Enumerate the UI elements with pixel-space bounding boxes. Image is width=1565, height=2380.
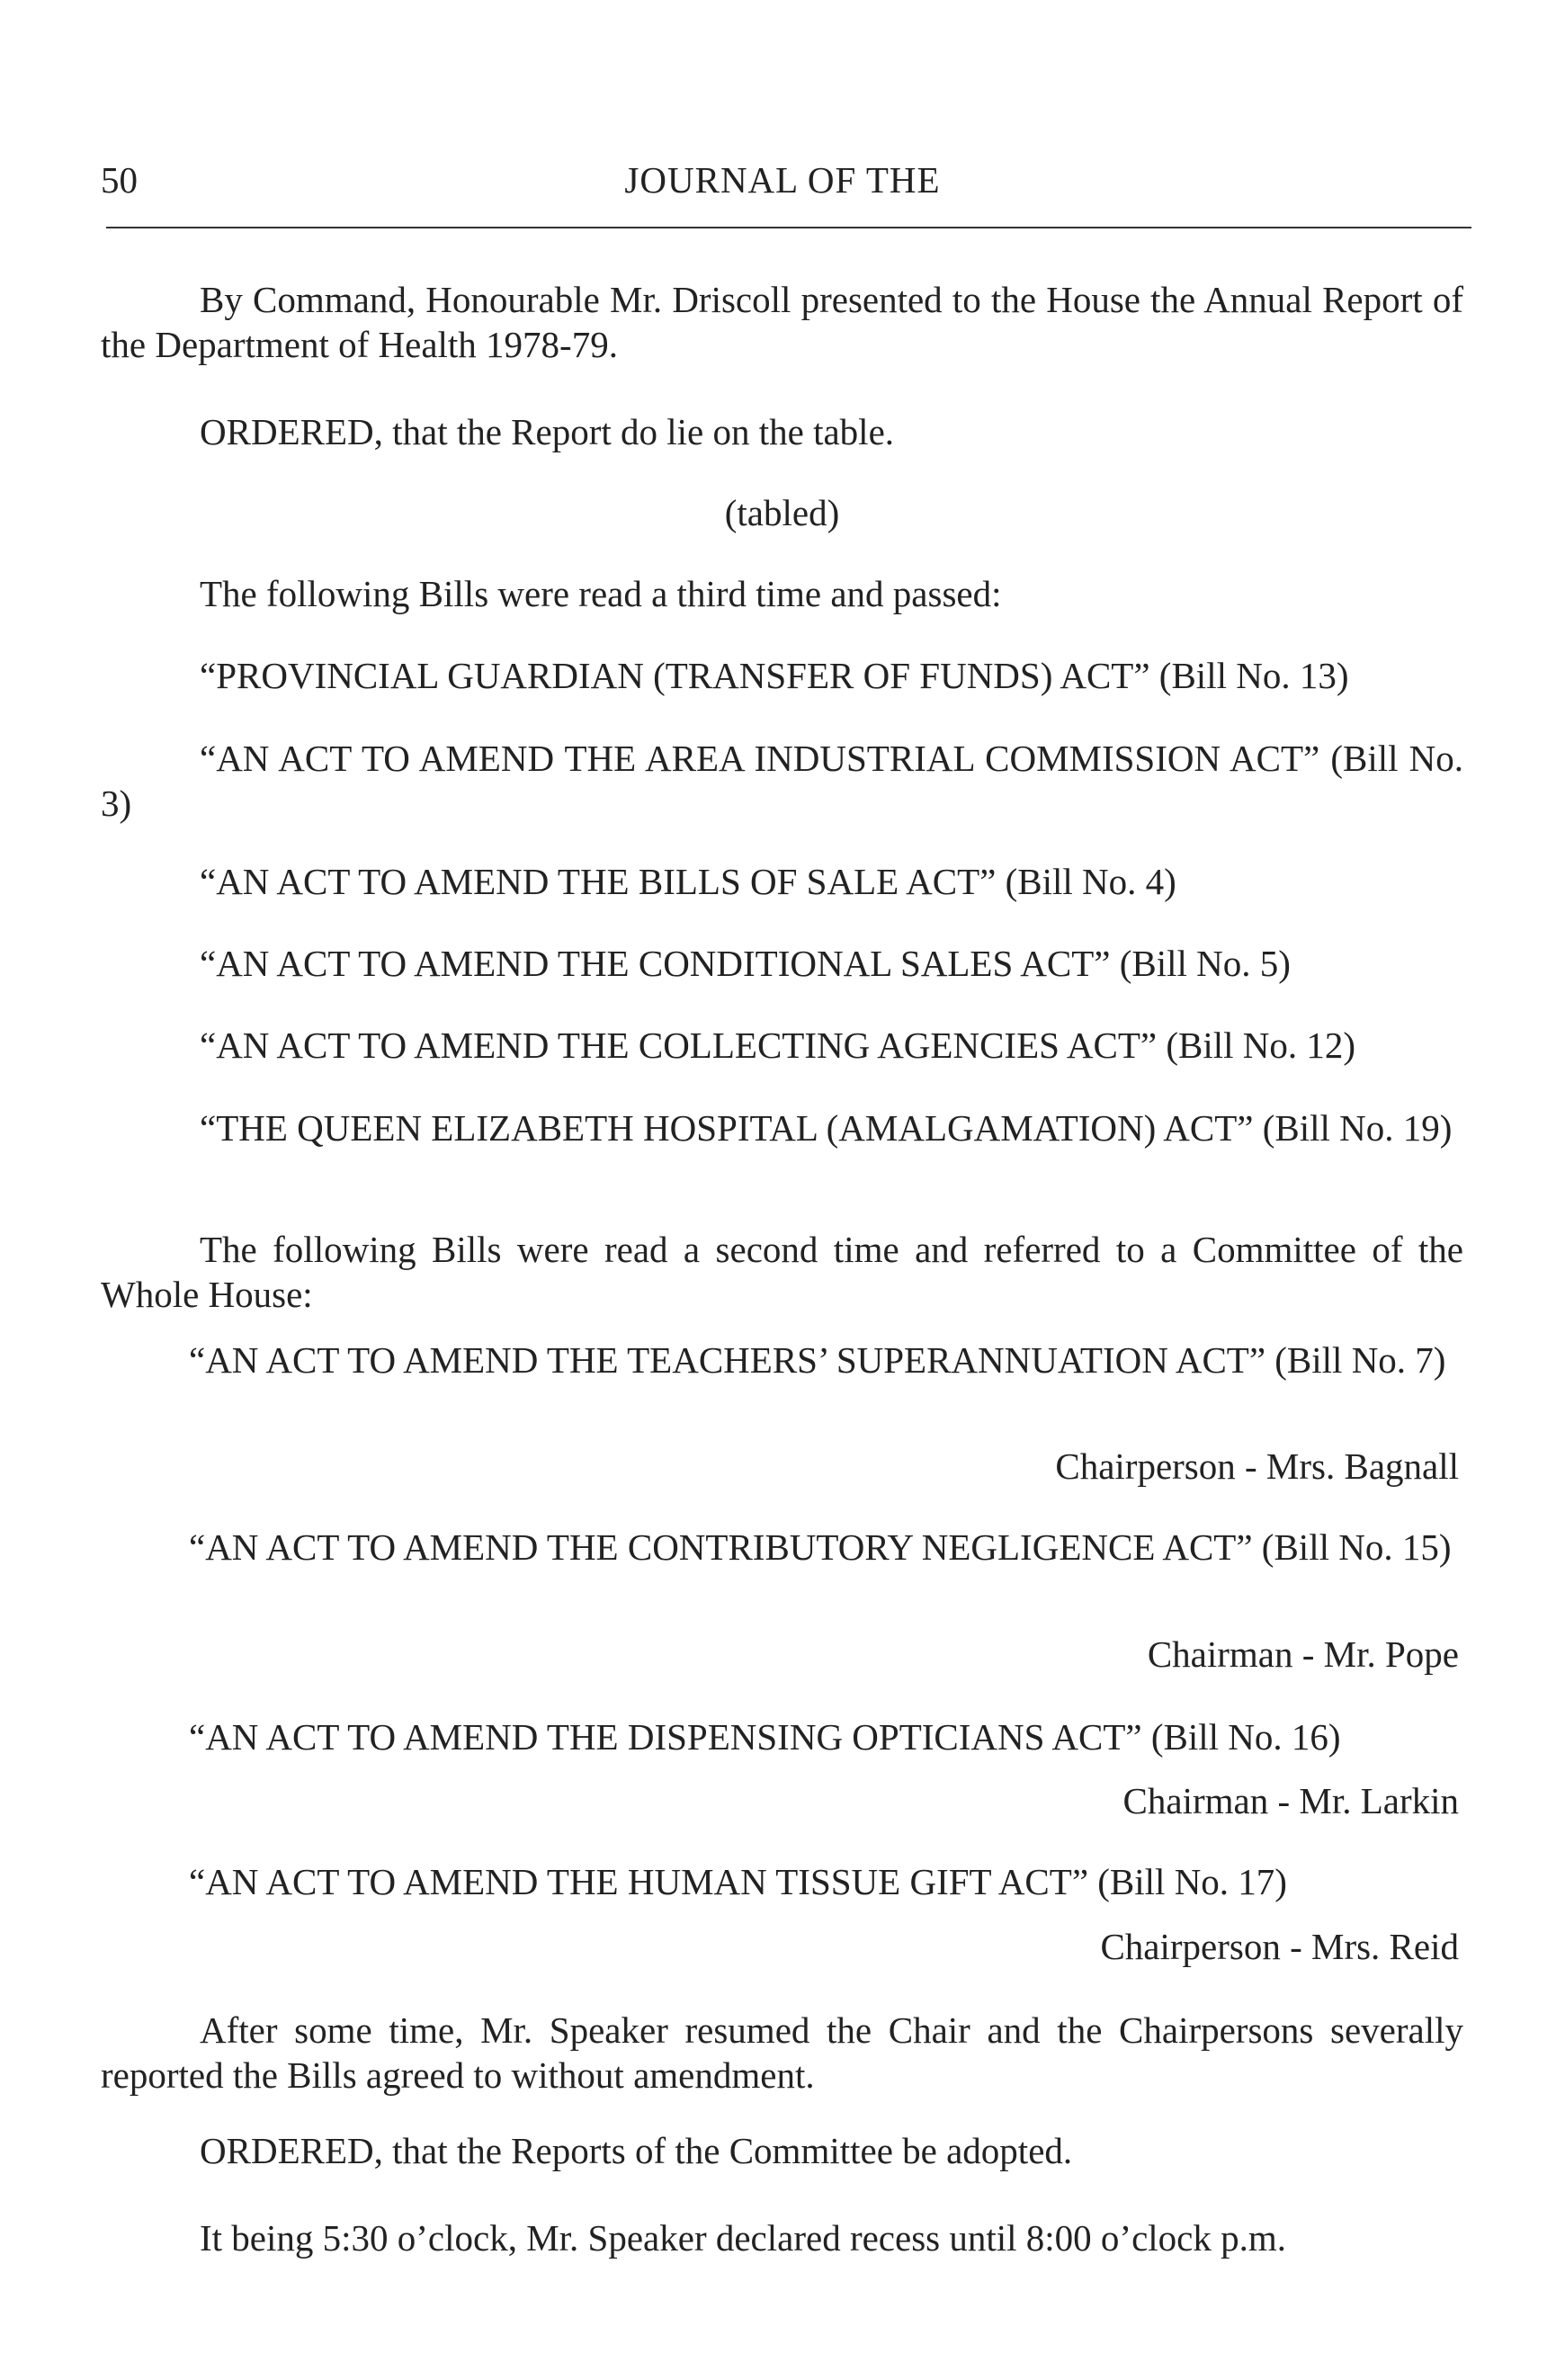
committee-bill-title: “AN ACT TO AMEND THE DISPENSING OPTICIANS ACT” (Bill No. 16) — [189, 1716, 1341, 1758]
bill-item: “AN ACT TO AMEND THE AREA INDUSTRIAL COMMISSION ACT” (Bill No. 3) — [101, 738, 1463, 824]
committee-bill-title: “AN ACT TO AMEND THE HUMAN TISSUE GIFT ACT” (Bill No. 17) — [189, 1861, 1287, 1902]
committee-chair: Chairman - Mr. Larkin — [1122, 1780, 1459, 1821]
third-reading-intro: The following Bills were read a third time and passed: — [200, 573, 1002, 614]
ordered-table-paragraph: ORDERED, that the Report do lie on the table. — [200, 411, 895, 452]
ordered-adopted-paragraph: ORDERED, that the Reports of the Committee be adopted. — [200, 2130, 1073, 2171]
committee-chair: Chairman - Mr. Pope — [1147, 1633, 1459, 1675]
committee-chair: Chairperson - Mrs. Reid — [1100, 1926, 1459, 1967]
recess-paragraph: It being 5:30 o’clock, Mr. Speaker declared recess until 8:00 o’clock p.m. — [200, 2217, 1286, 2259]
bill-item: “AN ACT TO AMEND THE BILLS OF SALE ACT” (Bill No. 4) — [200, 861, 1176, 902]
after-time-paragraph: After some time, Mr. Speaker resumed the Chair and the Chairpersons severally reported the Bills agreed to without amendment. — [101, 2009, 1463, 2096]
page-header — [101, 157, 1464, 211]
bill-item: “PROVINCIAL GUARDIAN (TRANSFER OF FUNDS) ACT” (Bill No. 13) — [200, 655, 1349, 696]
running-head: JOURNAL OF THE — [624, 159, 941, 201]
header-rule — [106, 227, 1471, 228]
report-paragraph: By Command, Honourable Mr. Driscoll presented to the House the Annual Report of the Department of Health 1978-79. — [101, 279, 1463, 365]
bill-item: “THE QUEEN ELIZABETH HOSPITAL (AMALGAMATION) ACT” (Bill No. 19) — [200, 1107, 1453, 1149]
second-reading-intro: The following Bills were read a second time and referred to a Committee of the Whole House: — [101, 1229, 1463, 1315]
committee-bill-title: “AN ACT TO AMEND THE TEACHERS’ SUPERANNUATION ACT” (Bill No. 7) — [189, 1339, 1446, 1381]
committee-chair: Chairperson - Mrs. Bagnall — [1055, 1445, 1459, 1487]
page-number: 50 — [101, 159, 138, 201]
bill-item: “AN ACT TO AMEND THE CONDITIONAL SALES ACT” (Bill No. 5) — [200, 943, 1291, 984]
tabled-note: (tabled) — [724, 492, 840, 533]
committee-bill-title: “AN ACT TO AMEND THE CONTRIBUTORY NEGLIGENCE ACT” (Bill No. 15) — [189, 1526, 1452, 1568]
bill-item: “AN ACT TO AMEND THE COLLECTING AGENCIES ACT” (Bill No. 12) — [200, 1024, 1356, 1066]
